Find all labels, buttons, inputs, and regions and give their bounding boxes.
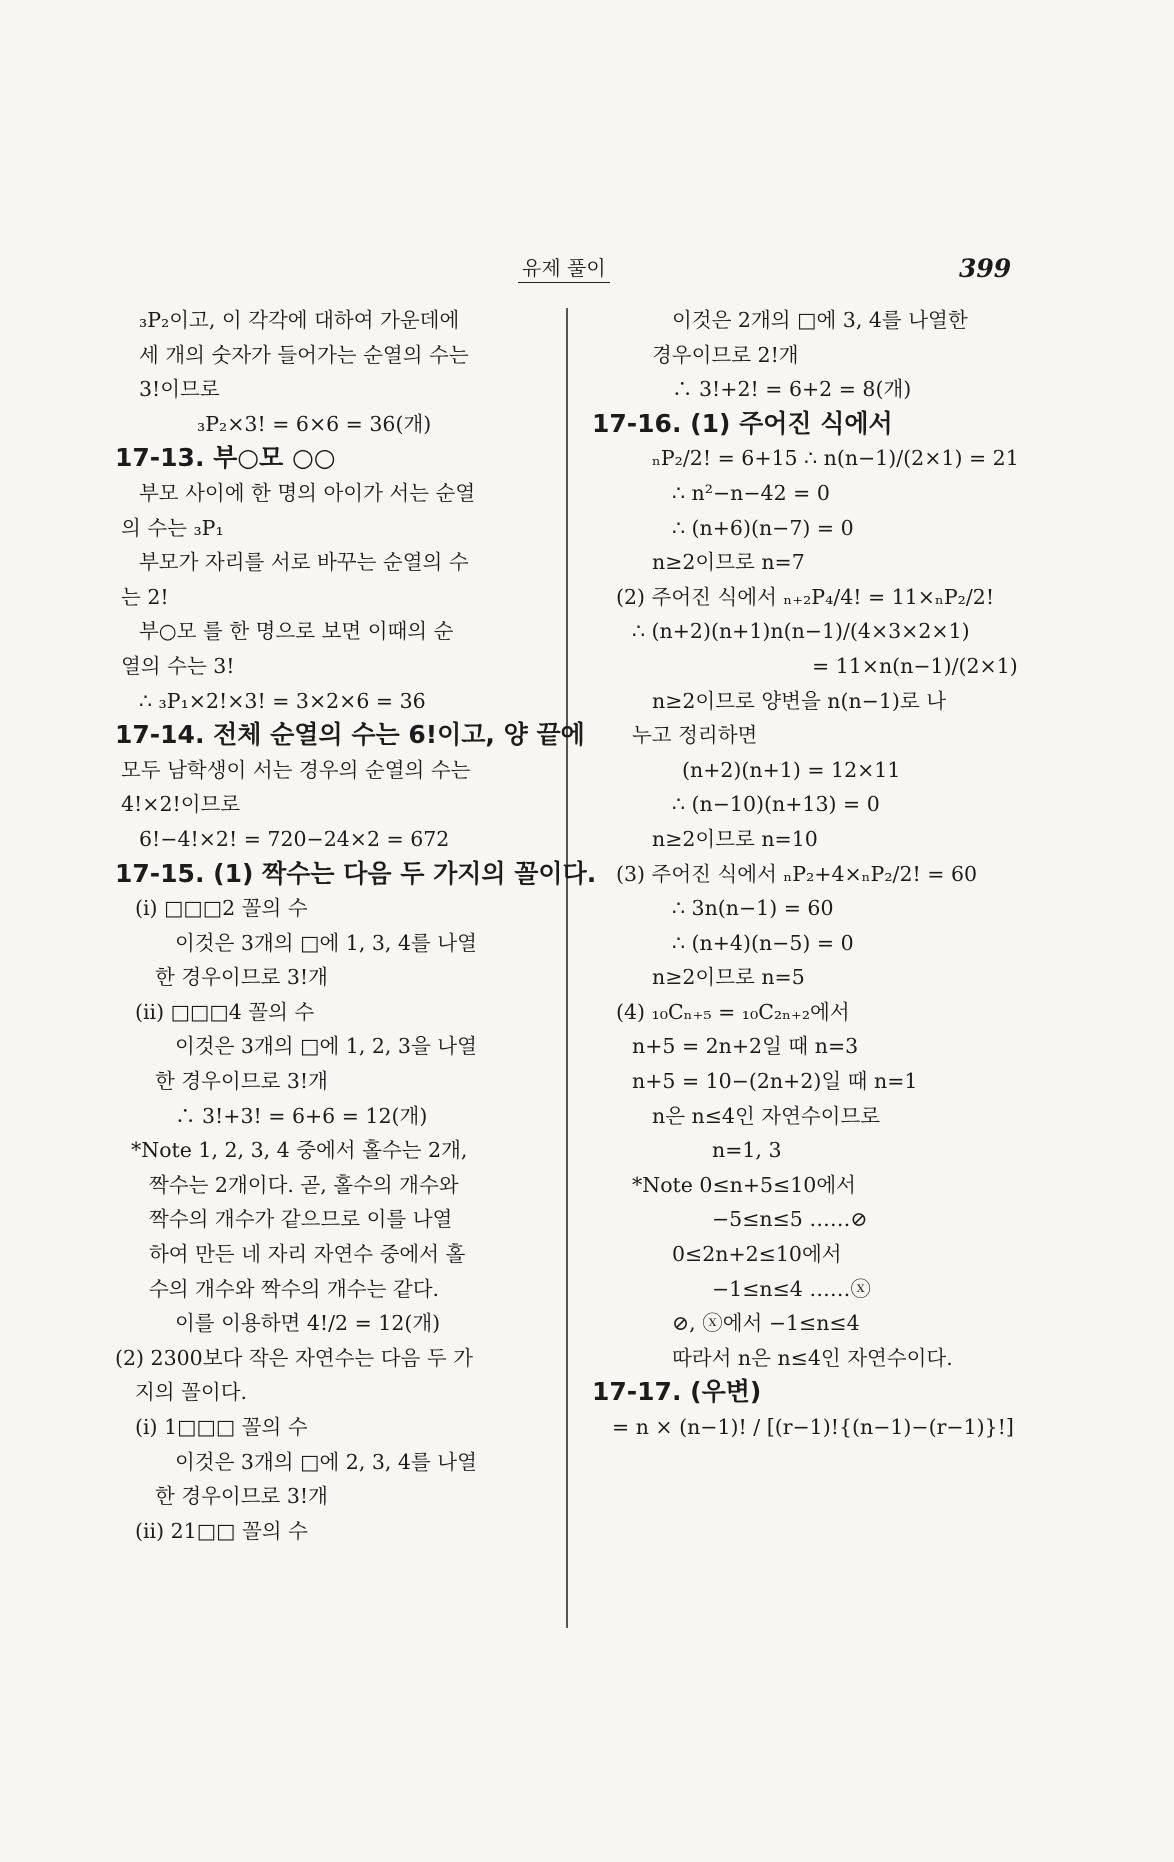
solution-line-text: (2) 2300보다 작은 자연수는 다음 두 가 <box>115 1345 473 1370</box>
solution-line <box>115 926 555 961</box>
solution-line <box>592 1064 1032 1099</box>
solution-line-text: 부모가 자리를 서로 바꾸는 순열의 수 <box>139 550 469 575</box>
solution-line <box>115 1341 555 1376</box>
solution-line <box>115 1168 555 1203</box>
solution-line <box>115 1272 555 1307</box>
solution-line-text: 이것은 3개의 □에 1, 2, 3을 나열 <box>175 1034 477 1059</box>
solution-line <box>592 1410 1032 1445</box>
solution-line <box>115 1445 555 1480</box>
solution-line-text: ∴ 3!+2! = 6+2 = 8(개) <box>672 377 912 402</box>
solution-line-text: (3) 주어진 식에서 ₙP₂+4×ₙP₂/2! = 60 <box>616 861 978 886</box>
solution-line <box>115 649 555 684</box>
solution-line <box>592 1168 1032 1203</box>
solution-line-text: (ii) 21□□ 꼴의 수 <box>135 1518 308 1543</box>
solution-line-text: ₃P₂×3! = 6×6 = 36(개) <box>197 411 432 436</box>
solution-line-text: ∴ (n+4)(n−5) = 0 <box>672 930 854 955</box>
solution-line-text: 부○모 를 한 명으로 보면 이때의 순 <box>139 619 454 644</box>
solution-line <box>115 857 597 892</box>
solution-line <box>592 1133 1032 1168</box>
solution-line <box>115 372 555 407</box>
solution-line <box>592 441 1032 476</box>
solution-line-text: 는 2! <box>121 584 169 609</box>
solution-line <box>592 649 1032 684</box>
solution-line-text: 누고 정리하면 <box>632 723 758 748</box>
solution-line-text: ∴ 3!+3! = 6+6 = 12(개) <box>175 1103 428 1128</box>
solution-line <box>592 857 1032 892</box>
solution-line-text: ₃P₂이고, 이 각각에 대하여 가운데에 <box>139 308 460 332</box>
solution-line <box>115 1237 555 1272</box>
solution-line <box>115 1029 555 1064</box>
solution-line-text: (i) 1□□□ 꼴의 수 <box>135 1415 308 1439</box>
solution-line <box>115 960 555 995</box>
page-number: 399 <box>959 254 1012 283</box>
solution-line <box>115 753 555 788</box>
solution-line-text: n은 n≤4인 자연수이므로 <box>652 1103 881 1128</box>
solution-line-text: n≥2이므로 양변을 n(n−1)로 나 <box>652 688 947 713</box>
solution-line <box>592 372 1032 407</box>
solution-line-text: n≥2이므로 n=10 <box>652 826 818 851</box>
solution-line-text: 짝수의 개수가 같으므로 이를 나열 <box>149 1207 453 1232</box>
solution-line-text: n≥2이므로 n=5 <box>652 965 805 990</box>
solution-line <box>115 1375 555 1410</box>
solution-line-text: (2) 주어진 식에서 ₙ₊₂P₄/4! = 11×ₙP₂/2! <box>616 584 995 609</box>
solution-line <box>592 822 1032 857</box>
solution-line-text: 한 경우이므로 3!개 <box>155 1484 328 1509</box>
solution-line <box>115 1514 555 1549</box>
solution-line-text: 4!×2!이므로 <box>121 792 241 817</box>
solution-line-text: 세 개의 숫자가 들어가는 순열의 수는 <box>139 342 469 367</box>
solution-line-text: 짝수는 2개이다. 곧, 홀수의 개수와 <box>149 1172 459 1197</box>
solution-line-text: 이것은 2개의 □에 3, 4를 나열한 <box>672 308 968 332</box>
solution-line <box>592 614 1032 649</box>
solution-line <box>592 891 1032 926</box>
solution-line-text: −5≤n≤5 ……⊘ <box>712 1207 868 1232</box>
solution-line-text: 수의 개수와 짝수의 개수는 같다. <box>149 1276 440 1301</box>
solution-line <box>592 1341 1032 1376</box>
solution-line <box>115 407 555 442</box>
solution-line <box>115 1133 555 1168</box>
solution-line-text: 이를 이용하면 4!/2 = 12(개) <box>175 1311 441 1336</box>
solution-line <box>115 441 555 476</box>
solution-line <box>592 407 1032 442</box>
solution-line-text: *Note 0≤n+5≤10에서 <box>632 1172 856 1197</box>
page-header <box>0 254 1174 284</box>
solution-line <box>592 1272 1032 1307</box>
solution-line <box>115 684 555 719</box>
solution-line-text: 17-13. 부○모 ○○ <box>115 443 336 473</box>
solution-line-text: n+5 = 2n+2일 때 n=3 <box>632 1034 859 1059</box>
solution-line-text: ∴ 3n(n−1) = 60 <box>672 896 834 921</box>
solution-line-text: ∴ (n+6)(n−7) = 0 <box>672 515 854 540</box>
solution-line-text: 6!−4!×2! = 720−24×2 = 672 <box>139 826 450 851</box>
solution-line-text: 한 경우이므로 3!개 <box>155 965 328 990</box>
solution-line-text: n=1, 3 <box>712 1138 782 1163</box>
solution-line <box>592 787 1032 822</box>
solution-line-text: 17-17. (우변) <box>592 1377 762 1407</box>
solution-line <box>115 1410 555 1445</box>
solution-line <box>115 718 585 753</box>
left-column <box>115 303 597 1548</box>
solution-line-text: (4) ₁₀Cₙ₊₅ = ₁₀C₂ₙ₊₂에서 <box>616 999 850 1024</box>
solution-line-text: n≥2이므로 n=7 <box>652 550 805 575</box>
solution-line <box>115 822 555 857</box>
solution-line-text: ⊘, ⓧ에서 −1≤n≤4 <box>672 1311 860 1336</box>
solution-line-text: 열의 수는 3! <box>121 653 235 678</box>
right-column <box>592 303 1032 1445</box>
solution-line <box>115 1099 555 1134</box>
solution-line <box>115 511 555 546</box>
solution-line-text: 17-14. 전체 순열의 수는 6!이고, 양 끝에 <box>115 720 585 750</box>
solution-line <box>115 891 555 926</box>
solution-line <box>115 545 555 580</box>
solution-line-text: 경우이므로 2!개 <box>652 342 799 367</box>
solution-line-text: 0≤2n+2≤10에서 <box>672 1242 842 1267</box>
solution-line <box>592 511 1032 546</box>
solution-line <box>592 476 1032 511</box>
solution-line-text: 17-15. (1) 짝수는 다음 두 가지의 꼴이다. <box>115 858 597 888</box>
solution-line-text: ∴ (n−10)(n+13) = 0 <box>672 792 880 817</box>
solution-line <box>592 1237 1032 1272</box>
solution-line <box>115 1479 555 1514</box>
solution-line-text: 하여 만든 네 자리 자연수 중에서 홀 <box>149 1242 466 1267</box>
solution-line <box>115 1306 555 1341</box>
solution-line-text: 이것은 3개의 □에 2, 3, 4를 나열 <box>175 1449 477 1474</box>
solution-line <box>115 1064 555 1099</box>
solution-line <box>592 338 1032 373</box>
solution-line <box>115 614 555 649</box>
solution-line <box>115 580 555 615</box>
solution-line-text: 따라서 n은 n≤4인 자연수이다. <box>672 1345 953 1370</box>
solution-line-text: 3!이므로 <box>139 377 220 402</box>
solution-line-text: 부모 사이에 한 명의 아이가 서는 순열 <box>139 480 476 505</box>
solution-line-text: ∴ (n+2)(n+1)n(n−1)/(4×3×2×1) <box>632 619 970 644</box>
solution-line-text: ∴ ₃P₁×2!×3! = 3×2×6 = 36 <box>139 688 426 713</box>
solution-line <box>592 960 1032 995</box>
solution-line-text: (i) □□□2 꼴의 수 <box>135 896 308 921</box>
solution-line-text: 한 경우이므로 3!개 <box>155 1069 328 1094</box>
solution-line-text: 지의 꼴이다. <box>135 1380 248 1405</box>
solution-line <box>115 476 555 511</box>
solution-line-text: n+5 = 10−(2n+2)일 때 n=1 <box>632 1069 918 1094</box>
solution-line-text: (ii) □□□4 꼴의 수 <box>135 999 315 1024</box>
solution-line-text: −1≤n≤4 ……ⓧ <box>712 1276 871 1301</box>
solution-line <box>592 580 1032 615</box>
solution-line-text: 의 수는 ₃P₁ <box>121 515 224 540</box>
solution-line <box>592 1099 1032 1134</box>
solution-line <box>115 787 555 822</box>
solution-line-text: (n+2)(n+1) = 12×11 <box>682 757 901 782</box>
solution-line-text: ∴ n²−n−42 = 0 <box>672 480 830 505</box>
solution-line-text: ₙP₂/2! = 6+15 ∴ n(n−1)/(2×1) = 21 <box>652 446 1019 471</box>
solution-line <box>592 1306 1032 1341</box>
solution-line <box>592 1029 1032 1064</box>
solution-line <box>115 995 555 1030</box>
solution-line-text: 이것은 3개의 □에 1, 3, 4를 나열 <box>175 930 477 955</box>
solution-line <box>115 1202 555 1237</box>
column-divider <box>566 308 568 1628</box>
solution-line <box>592 1375 1032 1410</box>
solution-line <box>592 1202 1032 1237</box>
solution-line <box>592 995 1032 1030</box>
section-title: 유제 풀이 <box>518 254 610 283</box>
solution-line-text: = n × (n−1)! / [(r−1)!{(n−1)−(r−1)}!] <box>612 1415 1014 1439</box>
solution-line <box>592 684 1032 719</box>
solution-line-text: *Note 1, 2, 3, 4 중에서 홀수는 2개, <box>131 1138 468 1163</box>
solution-line-text: 17-16. (1) 주어진 식에서 <box>592 408 893 438</box>
solution-line <box>592 545 1032 580</box>
solution-line <box>115 303 555 338</box>
solution-line <box>115 338 555 373</box>
solution-line <box>592 926 1032 961</box>
solution-line <box>592 718 1032 753</box>
solution-line <box>592 303 1032 338</box>
solution-line <box>592 753 1032 788</box>
solution-line-text: 모두 남학생이 서는 경우의 순열의 수는 <box>121 757 471 782</box>
solution-line-text: = 11×n(n−1)/(2×1) <box>812 653 1018 678</box>
